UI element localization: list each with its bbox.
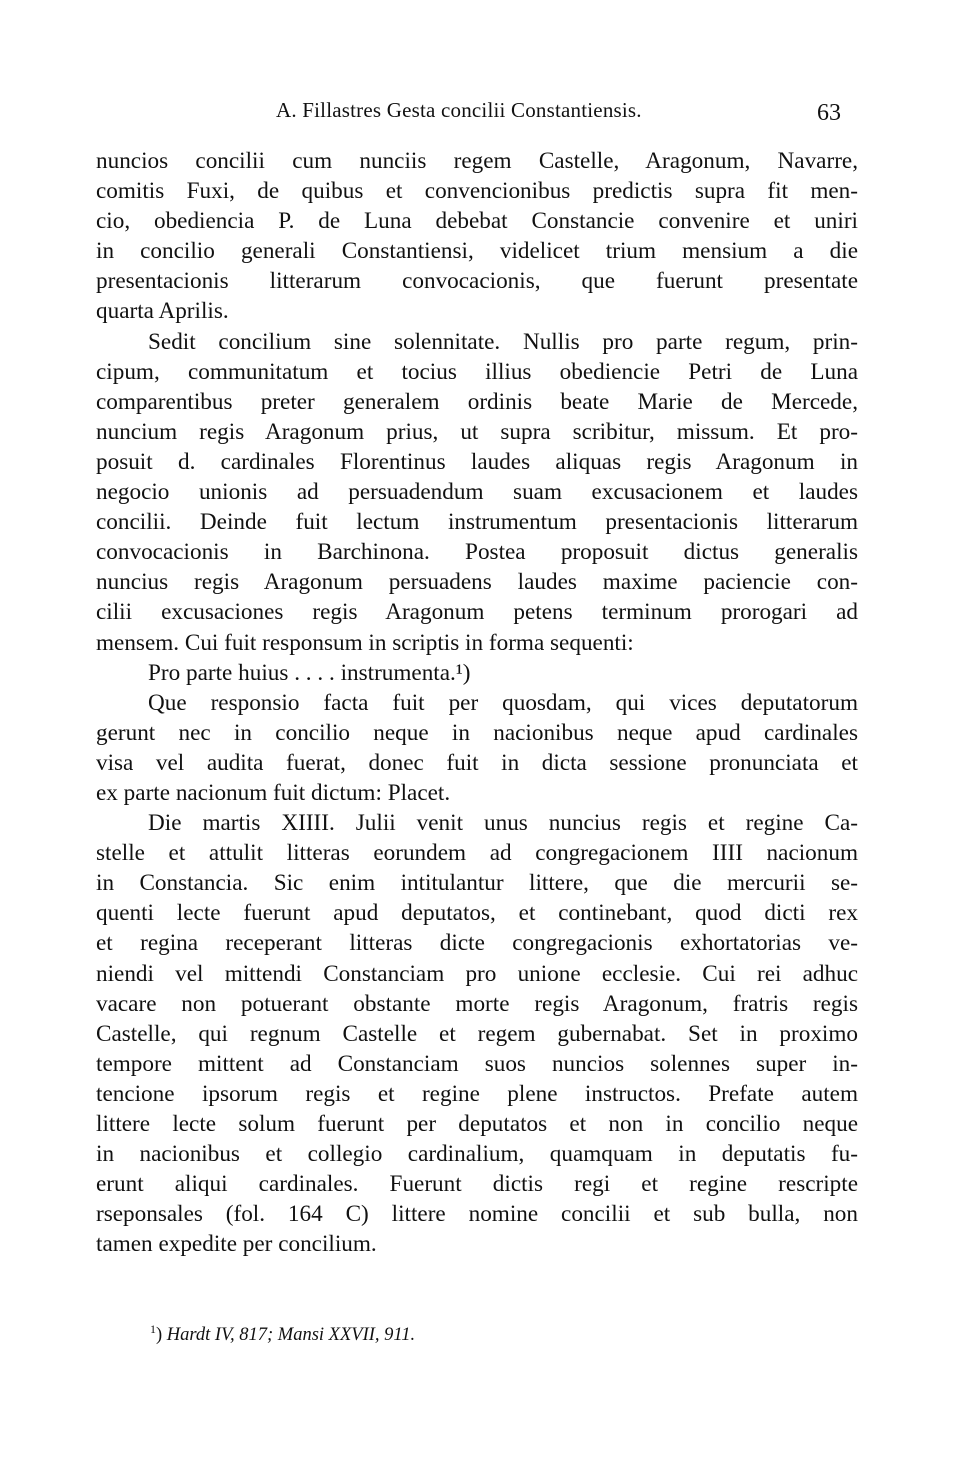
footnote <box>150 1322 415 1346</box>
text-line: rseponsales (fol. 164 C) littere nomine concilii et sub bulla, non <box>96 1201 858 1228</box>
text-line: in Constancia. Sic enim intitulantur littere, que die mercurii se- <box>96 870 858 897</box>
running-title: A. Fillastres Gesta concilii Constantiensis. <box>276 98 642 122</box>
page-number: 63 <box>817 100 841 126</box>
text-line: erunt aliqui cardinales. Fuerunt dictis regi et regine rescripte <box>96 1171 858 1198</box>
text-line: tamen expedite per concilium. <box>96 1231 377 1258</box>
text-line: negocio unionis ad persuadendum suam excusacionem et laudes <box>96 479 858 506</box>
text-line: mensem. Cui fuit responsum in scriptis in forma sequenti: <box>96 629 634 656</box>
footnote-paren: ) <box>156 1325 163 1346</box>
paragraph-start-line: Die martis XIIII. Julii venit unus nuncius regis et regine Ca- <box>148 810 858 837</box>
text-line: tempore mittent ad Constanciam suos nuncios solennes super in- <box>96 1050 858 1077</box>
text-line: et regina receperant litteras dicte congregacionis exhortatorias ve- <box>96 930 858 957</box>
footnote-marker: 1 <box>150 1322 156 1336</box>
text-line: comparentibus preter generalem ordinis beate Marie de Mercede, <box>96 388 858 415</box>
text-line: convocacionis in Barchinona. Postea proposuit dictus generalis <box>96 539 858 566</box>
text-line: niendi vel mittendi Constanciam pro unione ecclesie. Cui rei adhuc <box>96 960 858 987</box>
text-line: in nacionibus et collegio cardinalium, quamquam in deputatis fu- <box>96 1141 858 1168</box>
paragraph-start-line: Que responsio facta fuit per quosdam, qui vices deputatorum <box>148 689 858 716</box>
text-line: nuncios concilii cum nunciis regem Castelle, Aragonum, Navarre, <box>96 148 858 174</box>
paragraph-start-line: Pro parte huius . . . . instrumenta.¹) <box>148 659 471 686</box>
body-text <box>96 146 858 1259</box>
text-line: presentacionis litterarum convocacionis, que fuerunt presentate <box>96 268 858 295</box>
text-line: nuncius regis Aragonum persuadens laudes maxime paciencie con- <box>96 569 858 596</box>
text-line: littere lecte solum fuerunt per deputatos et non in concilio neque <box>96 1111 858 1137</box>
text-line: tencione ipsorum regis et regine plene instructos. Prefate autem <box>96 1080 858 1107</box>
text-line: concilii. Deinde fuit lectum instrumentum presentacionis litterarum <box>96 509 858 536</box>
text-line: visa vel audita fuerat, donec fuit in dicta sessione pronunciata et <box>96 749 858 776</box>
text-line: posuit d. cardinales Florentinus laudes aliquas regis Aragonum in <box>96 448 858 475</box>
text-line: Castelle, qui regnum Castelle et regem gubernabat. Set in proximo <box>96 1020 858 1047</box>
text-line: nuncium regis Aragonum prius, ut supra scribitur, missum. Et pro- <box>96 418 858 445</box>
text-line: vacare non potuerant obstante morte regis Aragonum, fratris regis <box>96 990 858 1017</box>
text-line: gerunt nec in concilio neque in nacionibus neque apud cardinales <box>96 719 858 746</box>
text-line: quarta Aprilis. <box>96 298 229 325</box>
text-line: cipum, communitatum et tocius illius obediencie Petri de Luna <box>96 358 858 385</box>
text-line: cilii excusaciones regis Aragonum petens terminum prorogari ad <box>96 599 858 626</box>
text-line: in concilio generali Constantiensi, videlicet trium mensium a die <box>96 238 858 265</box>
text-line: cio, obediencia P. de Luna debebat Constancie convenire et uniri <box>96 208 858 235</box>
footnote-text: Hardt IV, 817; Mansi XXVII, 911. <box>166 1325 416 1346</box>
text-line: stelle et attulit litteras eorundem ad congregacionem IIII nacionum <box>96 840 858 867</box>
paragraph-start-line: Sedit concilium sine solennitate. Nullis pro parte regum, prin- <box>148 328 858 355</box>
text-line: quenti lecte fuerunt apud deputatos, et continebant, quod dicti rex <box>96 900 858 927</box>
text-line: comitis Fuxi, de quibus et convencionibus predictis supra fit men- <box>96 178 858 205</box>
text-line: ex parte nacionum fuit dictum: Placet. <box>96 779 451 806</box>
